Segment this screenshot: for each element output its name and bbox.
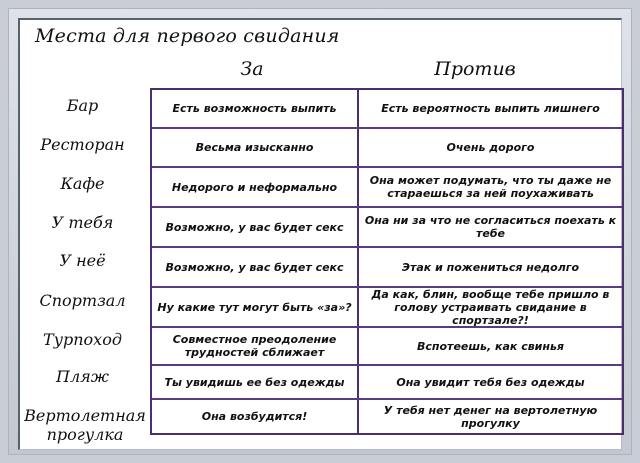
cell-con: Да как, блин, вообще тебе пришло в голову устраивать свидание в спортзале?! <box>371 287 610 327</box>
row-label-beach: Пляж <box>56 367 109 386</box>
cell-con: Есть вероятность выпить лишнего <box>381 102 600 115</box>
cell-con: Она увидит тебя без одежды <box>396 375 585 389</box>
cell-pro: Совместное преодоление трудностей сближает <box>172 333 337 359</box>
row-label-hike: Турпоход <box>43 330 122 349</box>
cell-con: Этак и пожениться недолго <box>401 260 580 274</box>
cell-con: Она может подумать, что ты даже не стараешься за ней поухаживать <box>369 174 612 200</box>
row-label-her-place: У неё <box>59 251 106 270</box>
row-label-helicopter: Вертолетная прогулка <box>24 406 146 444</box>
cell-pro: Возможно, у вас будет секс <box>165 260 344 274</box>
comparison-table <box>150 88 624 435</box>
cell-pro: Весьма изысканно <box>195 141 314 154</box>
cell-pro: Ну какие тут могут быть «за»? <box>157 300 352 314</box>
sheet <box>18 18 622 450</box>
cell-con: У тебя нет денег на вертолетную прогулку <box>383 403 598 430</box>
column-header-pro: За <box>240 58 264 80</box>
cell-pro: Есть возможность выпить <box>172 102 337 115</box>
row-label-bar: Бар <box>66 96 99 115</box>
cell-pro: Ты увидишь ее без одежды <box>164 375 345 389</box>
cell-pro: Она возбудится! <box>201 410 308 423</box>
row-label-gym: Спортзал <box>39 291 126 310</box>
row-label-your-place: У тебя <box>51 213 114 232</box>
cell-con: Вспотеешь, как свинья <box>417 339 564 353</box>
cell-pro: Недорого и неформально <box>171 180 338 194</box>
column-header-con: Против <box>434 58 516 80</box>
cell-pro: Возможно, у вас будет секс <box>165 220 344 234</box>
cell-con: Очень дорого <box>446 141 535 154</box>
page-title: Места для первого свидания <box>35 25 340 47</box>
row-label-restaurant: Ресторан <box>40 135 125 154</box>
picture-frame <box>8 8 632 455</box>
row-label-cafe: Кафе <box>60 174 105 193</box>
cell-con: Она ни за что не согласиться поехать к тебе <box>364 214 617 240</box>
